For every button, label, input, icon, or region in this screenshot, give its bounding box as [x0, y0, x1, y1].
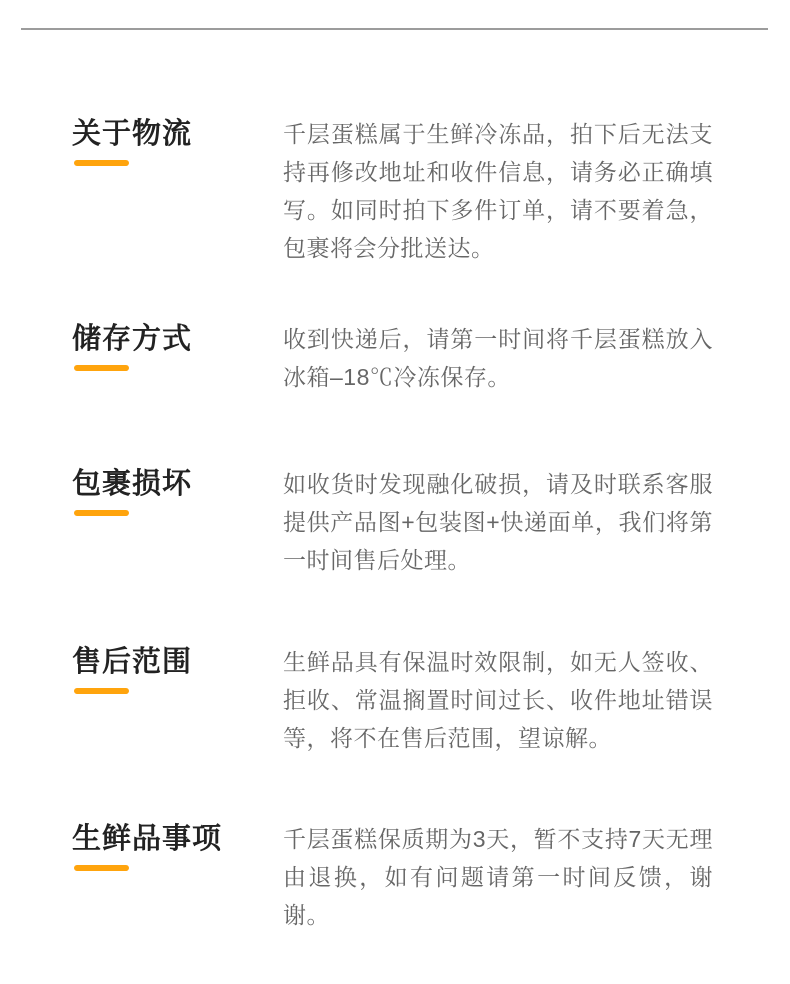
section-storage — [72, 320, 713, 396]
section-body-text: 千层蛋糕属于生鲜冷冻品，拍下后无法支持再修改地址和收件信息，请务必正确填写。如同时拍下多件订单，请不要着急，包裹将会分批送达。 — [283, 121, 713, 261]
title-underline — [74, 865, 129, 871]
title-underline — [74, 365, 129, 371]
section-fresh-product-notes — [72, 820, 713, 934]
section-heading — [72, 820, 283, 871]
title-underline — [74, 160, 129, 166]
title-underline — [74, 510, 129, 516]
section-title: 关于物流 — [72, 118, 193, 150]
section-title: 生鲜品事项 — [72, 823, 223, 855]
section-heading — [72, 115, 283, 166]
section-logistics — [72, 115, 713, 267]
section-title: 储存方式 — [72, 323, 193, 355]
section-title: 售后范围 — [72, 646, 193, 678]
title-underline — [74, 688, 129, 694]
section-body-text: 收到快递后，请第一时间将千层蛋糕放入冰箱–18℃冷冻保存。 — [283, 326, 713, 390]
section-aftersales-scope — [72, 643, 713, 757]
section-body-text: 生鲜品具有保温时效限制，如无人签收、拒收、常温搁置时间过长、收件地址错误等，将不在售后范围，望谅解。 — [283, 649, 713, 751]
top-divider — [21, 28, 768, 30]
section-body-text: 千层蛋糕保质期为3天，暂不支持7天无理由退换，如有问题请第一时间反馈，谢谢。 — [283, 826, 713, 928]
notice-panel — [0, 115, 790, 934]
section-heading — [72, 643, 283, 694]
section-title: 包裹损坏 — [72, 468, 193, 500]
section-heading — [72, 320, 283, 371]
section-heading — [72, 465, 283, 516]
section-package-damage — [72, 465, 713, 579]
section-body-text: 如收货时发现融化破损，请及时联系客服提供产品图+包装图+快递面单，我们将第一时间售后处理。 — [283, 471, 713, 573]
